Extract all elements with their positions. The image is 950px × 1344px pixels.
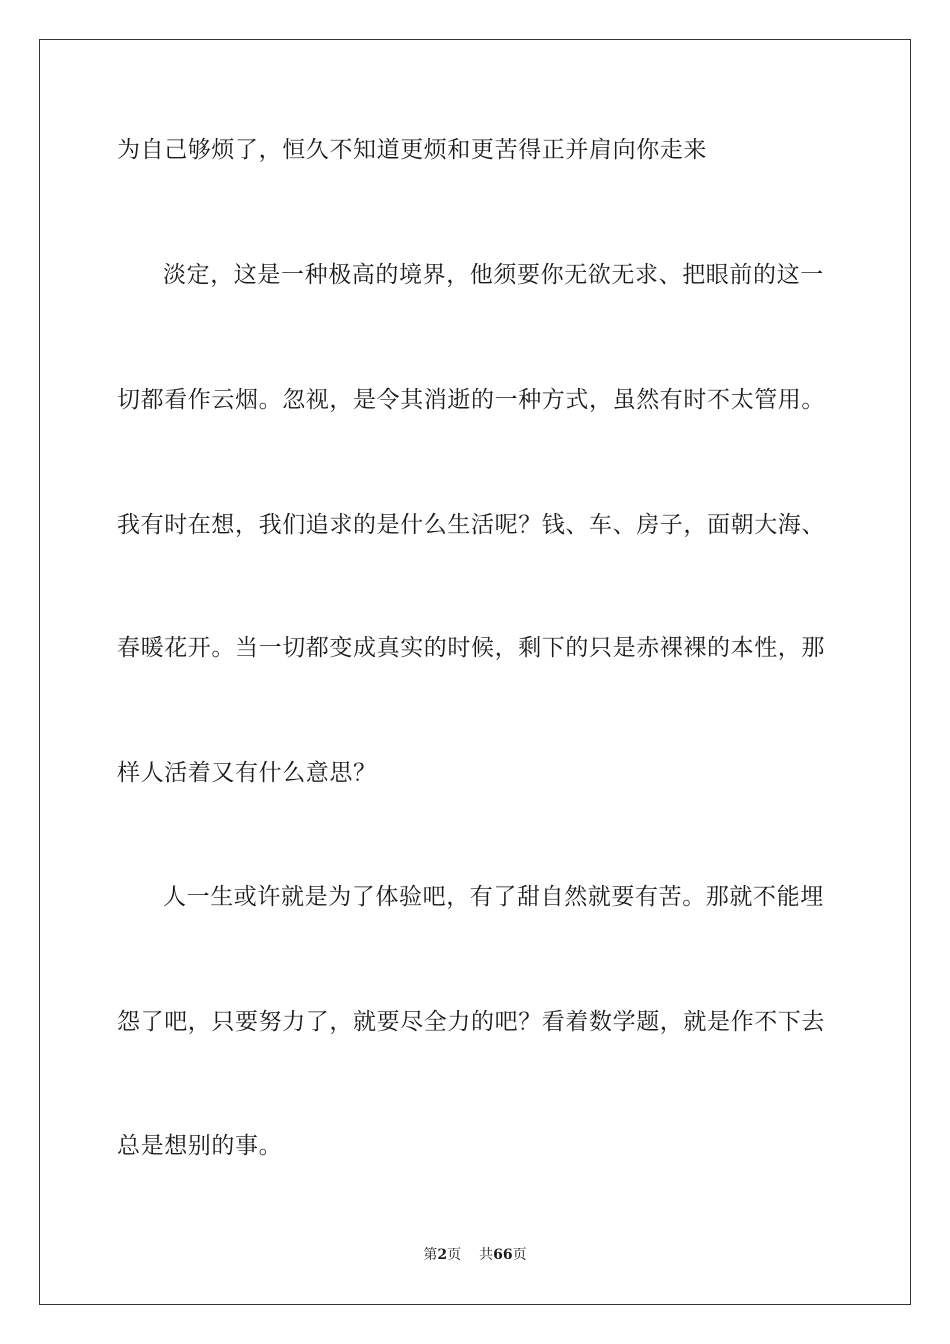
text-line: 为自己够烦了，恒久不知道更烦和更苦得正并肩向你走来 [117,137,707,163]
text-line: 怨了吧，只要努力了，就要尽全力的吧？看着数学题，就是作不下去 [117,1009,825,1035]
text-line: 切都看作云烟。忽视，是令其消逝的一种方式，虽然有时不太管用。 [117,387,825,413]
total-pages: 66 [493,1247,513,1263]
text-line: 淡定，这是一种极高的境界，他须要你无欲无求、把眼前的这一 [163,262,824,288]
total-prefix: 共 [479,1247,494,1263]
text-line: 春暖花开。当一切都变成真实的时候，剩下的只是赤裸裸的本性，那 [117,635,825,661]
page-suffix: 页 [447,1247,462,1263]
text-line: 总是想别的事。 [117,1133,283,1159]
page-prefix: 第 [423,1247,438,1263]
text-line: 我有时在想，我们追求的是什么生活呢？钱、车、房子，面朝大海、 [117,512,825,538]
text-line: 人一生或许就是为了体验吧，有了甜自然就要有苦。那就不能埋 [163,884,824,910]
text-line: 样人活着又有什么意思？ [117,760,377,786]
total-suffix: 页 [512,1247,527,1263]
page-number: 2 [437,1247,448,1263]
page-border [39,39,911,1305]
page-footer [0,1246,950,1264]
